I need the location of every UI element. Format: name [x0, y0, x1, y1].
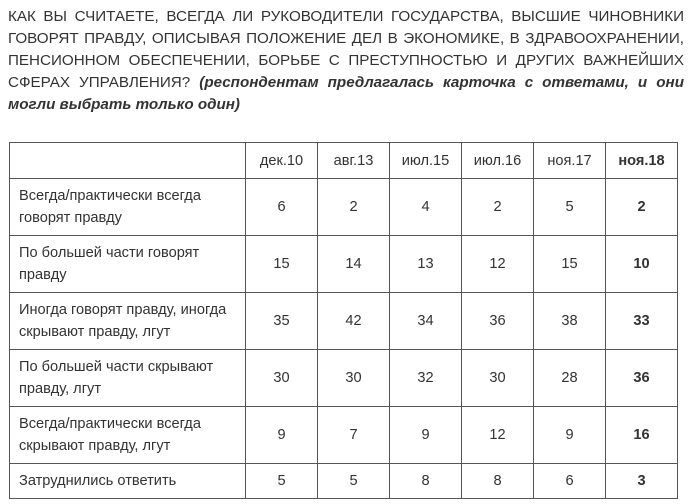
- row-label: По большей части говорят правду: [10, 236, 246, 293]
- value-cell: 33: [606, 293, 678, 350]
- value-cell: 12: [462, 407, 534, 464]
- survey-question: [8, 6, 684, 116]
- question-text: КАК ВЫ СЧИТАЕТЕ, ВСЕГДА ЛИ РУКОВОДИТЕЛИ ГОСУДАРСТВА, ВЫСШИЕ ЧИНОВНИКИ ГОВОРЯТ ПРАВДУ, ОПИСЫВАЯ ПОЛОЖЕНИЕ ДЕЛ В ЭКОНОМИКЕ, В ЗДРАВООХРАНЕНИИ, ПЕНСИОННОМ ОБЕСПЕЧЕНИИ, БОРЬБЕ С ПРЕСТУПНОСТЬЮ И ДРУГИХ ВАЖНЕЙШИХ СФЕРАХ УПРАВЛЕНИЯ?: [8, 8, 684, 91]
- value-cell: 7: [318, 407, 390, 464]
- value-cell: 15: [534, 236, 606, 293]
- column-header: июл.16: [462, 143, 534, 179]
- question-note: (респондентам предлагалась карточка с ответами, и они могли выбрать только один): [8, 74, 684, 113]
- value-cell: 35: [246, 293, 318, 350]
- table-row: [10, 179, 678, 236]
- value-cell: 14: [318, 236, 390, 293]
- row-label: Всегда/практически всегда скрывают правду, лгут: [10, 407, 246, 464]
- value-cell: 6: [246, 179, 318, 236]
- table-row: [10, 293, 678, 350]
- value-cell: 16: [606, 407, 678, 464]
- value-cell: 5: [534, 179, 606, 236]
- row-label: Иногда говорят правду, иногда скрывают правду, лгут: [10, 293, 246, 350]
- table-row: [10, 350, 678, 407]
- value-cell: 2: [606, 179, 678, 236]
- row-label: Всегда/практически всегда говорят правду: [10, 179, 246, 236]
- row-label: По большей части скрывают правду, лгут: [10, 350, 246, 407]
- value-cell: 34: [390, 293, 462, 350]
- value-cell: 9: [390, 407, 462, 464]
- value-cell: 8: [390, 464, 462, 499]
- column-header: ноя.18: [606, 143, 678, 179]
- value-cell: 8: [462, 464, 534, 499]
- value-cell: 28: [534, 350, 606, 407]
- value-cell: 30: [246, 350, 318, 407]
- column-header: дек.10: [246, 143, 318, 179]
- value-cell: 15: [246, 236, 318, 293]
- row-label: Затруднились ответить: [10, 464, 246, 499]
- value-cell: 4: [390, 179, 462, 236]
- value-cell: 30: [462, 350, 534, 407]
- value-cell: 9: [534, 407, 606, 464]
- value-cell: 2: [318, 179, 390, 236]
- value-cell: 2: [462, 179, 534, 236]
- column-header: авг.13: [318, 143, 390, 179]
- header-corner-cell: [10, 143, 246, 179]
- value-cell: 9: [246, 407, 318, 464]
- table-row: [10, 464, 678, 499]
- table-row: [10, 236, 678, 293]
- value-cell: 5: [246, 464, 318, 499]
- value-cell: 36: [462, 293, 534, 350]
- column-header: ноя.17: [534, 143, 606, 179]
- value-cell: 42: [318, 293, 390, 350]
- value-cell: 3: [606, 464, 678, 499]
- table-row: [10, 407, 678, 464]
- value-cell: 30: [318, 350, 390, 407]
- value-cell: 13: [390, 236, 462, 293]
- value-cell: 5: [318, 464, 390, 499]
- table-header-row: [10, 143, 678, 179]
- value-cell: 36: [606, 350, 678, 407]
- value-cell: 32: [390, 350, 462, 407]
- value-cell: 38: [534, 293, 606, 350]
- column-header: июл.15: [390, 143, 462, 179]
- poll-results-table: [9, 142, 678, 499]
- value-cell: 10: [606, 236, 678, 293]
- value-cell: 12: [462, 236, 534, 293]
- value-cell: 6: [534, 464, 606, 499]
